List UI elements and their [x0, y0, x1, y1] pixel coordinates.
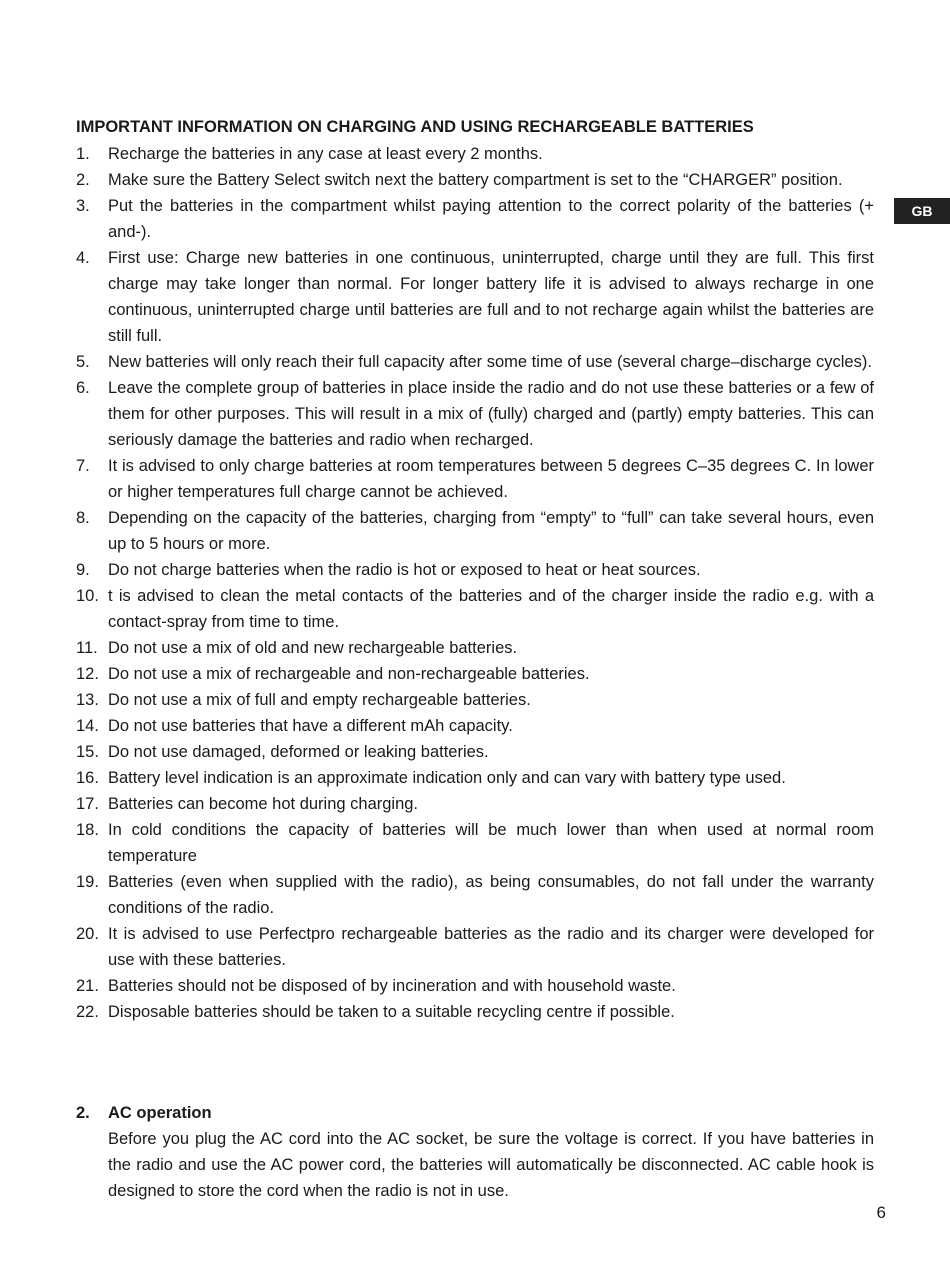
item-number: 16.: [76, 769, 99, 787]
section-heading: IMPORTANT INFORMATION ON CHARGING AND USING RECHARGEABLE BATTERIES: [76, 118, 754, 136]
item-text: Put the batteries in the compartment whilst paying attention to the correct polarity of the batteries (+ and-).: [108, 197, 874, 241]
list-item: [76, 999, 874, 1025]
item-text: t is advised to clean the metal contacts of the batteries and of the charger inside the radio e.g. with a contact-spray from time to time.: [108, 587, 874, 631]
list-item: [76, 661, 874, 687]
language-tab: GB: [894, 198, 950, 224]
list-item: [76, 245, 874, 349]
list-item: [76, 791, 874, 817]
list-item: [76, 635, 874, 661]
ac-operation-section: [76, 1100, 874, 1204]
item-number: 13.: [76, 691, 99, 709]
list-item: [76, 375, 874, 453]
item-text: Make sure the Battery Select switch next the battery compartment is set to the “CHARGER” position.: [108, 171, 843, 189]
item-text: Disposable batteries should be taken to a suitable recycling centre if possible.: [108, 1003, 675, 1021]
section-title-text: AC operation: [108, 1104, 212, 1122]
item-text: Do not use a mix of full and empty rechargeable batteries.: [108, 691, 531, 709]
item-number: 4.: [76, 249, 90, 267]
item-text: It is advised to use Perfectpro rechargeable batteries as the radio and its charger were developed for use with these batteries.: [108, 925, 874, 969]
item-number: 7.: [76, 457, 90, 475]
list-item: [76, 349, 874, 375]
item-number: 20.: [76, 925, 99, 943]
item-number: 22.: [76, 1003, 99, 1021]
list-item: [76, 193, 874, 245]
list-item: [76, 141, 874, 167]
list-item: [76, 739, 874, 765]
item-number: 10.: [76, 587, 99, 605]
item-text: New batteries will only reach their full capacity after some time of use (several charge–discharge cycles).: [108, 353, 872, 371]
list-item: [76, 583, 874, 635]
item-number: 6.: [76, 379, 90, 397]
item-number: 15.: [76, 743, 99, 761]
item-text: Do not use damaged, deformed or leaking batteries.: [108, 743, 489, 761]
list-item: [76, 765, 874, 791]
item-number: 3.: [76, 197, 90, 215]
item-number: 17.: [76, 795, 99, 813]
item-number: 2.: [76, 171, 90, 189]
item-number: 12.: [76, 665, 99, 683]
item-number: 5.: [76, 353, 90, 371]
section-body: Before you plug the AC cord into the AC socket, be sure the voltage is correct. If you have batteries in the radio and use the AC power cord, the batteries will automatically be disconnected. AC cable hook is designed to store the cord when the radio is not in use.: [108, 1130, 874, 1200]
item-text: Do not use batteries that have a different mAh capacity.: [108, 717, 513, 735]
item-text: Depending on the capacity of the batteries, charging from “empty” to “full” can take several hours, even up to 5 hours or more.: [108, 509, 874, 553]
item-number: 18.: [76, 821, 99, 839]
item-number: 9.: [76, 561, 90, 579]
page-number: 6: [876, 1203, 886, 1222]
list-item: [76, 817, 874, 869]
item-text: It is advised to only charge batteries at room temperatures between 5 degrees C–35 degrees C. In lower or higher temperatures full charge cannot be achieved.: [108, 457, 874, 501]
item-text: Do not use a mix of rechargeable and non-rechargeable batteries.: [108, 665, 590, 683]
item-number: 11.: [76, 639, 98, 657]
item-text: Do not use a mix of old and new rechargeable batteries.: [108, 639, 518, 657]
item-number: 1.: [76, 145, 90, 163]
list-item: [76, 713, 874, 739]
item-text: Do not charge batteries when the radio is hot or exposed to heat or heat sources.: [108, 561, 701, 579]
list-item: [76, 167, 874, 193]
list-item: [76, 869, 874, 921]
item-number: 21.: [76, 977, 99, 995]
battery-instructions-list: [76, 141, 874, 1025]
section-title: [76, 1100, 874, 1126]
item-number: 8.: [76, 509, 90, 527]
list-item: [76, 687, 874, 713]
list-item: [76, 505, 874, 557]
list-item: [76, 973, 874, 999]
item-text: First use: Charge new batteries in one continuous, uninterrupted, charge until they are full. This first charge may take longer than normal. For longer battery life it is advised to always recharge in one continuous, uninterrupted charge until batteries are full and to not recharge again whilst the batteries are still full.: [108, 249, 874, 345]
item-text: Battery level indication is an approximate indication only and can vary with battery type used.: [108, 769, 786, 787]
section-number: 2.: [76, 1104, 90, 1122]
list-item: [76, 921, 874, 973]
item-text: Batteries can become hot during charging.: [108, 795, 419, 813]
item-number: 19.: [76, 873, 99, 891]
item-number: 14.: [76, 717, 99, 735]
list-item: [76, 557, 874, 583]
item-text: Leave the complete group of batteries in place inside the radio and do not use these batteries or a few of them for other purposes. This will result in a mix of (fully) charged and (partly) empty batteries. This can seriously damage the batteries and radio when recharged.: [108, 379, 874, 449]
item-text: Recharge the batteries in any case at least every 2 months.: [108, 145, 543, 163]
item-text: Batteries should not be disposed of by incineration and with household waste.: [108, 977, 676, 995]
item-text: Batteries (even when supplied with the radio), as being consumables, do not fall under the warranty conditions of the radio.: [108, 873, 874, 917]
item-text: In cold conditions the capacity of batteries will be much lower than when used at normal room temperature: [108, 821, 874, 865]
list-item: [76, 453, 874, 505]
